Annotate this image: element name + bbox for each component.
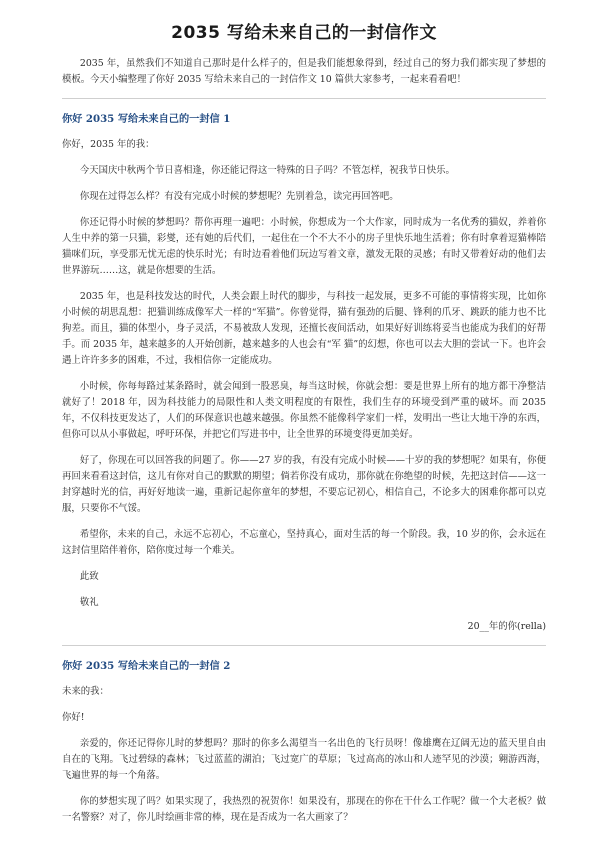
page-title: 2035 写给未来自己的一封信作文 <box>171 23 437 43</box>
section-divider <box>62 645 546 646</box>
letter-2-paragraph: 你的梦想实现了吗？如果实现了，我热烈的祝贺你！如果没有，那现在的你在干什么工作呢？做一个大老板？做一名警察？对了，你儿时绘画非常的棒，现在是否成为一名大画家了？ <box>62 796 546 823</box>
intro-paragraph: 2035 年，虽然我们不知道自己那时是什么样子的，但是我们能想象得到，经过自己的努力我们都实现了梦想的模板。今天小编整理了你好 2035 写给未来自己的一封信作文 10 篇供大家参考，一起来看看吧！ <box>62 58 546 85</box>
letter-1-greeting: 你好，2035 年的我： <box>62 139 155 150</box>
letter-1-paragraph: 2035 年，也是科技发达的时代，人类会跟上时代的脚步，与科技一起发展，更多不可能的事情将实现，比如你小时候的胡思乱想：把猫训练成像军犬一样的“军猫”。你曾觉得，猫有强劲的后腿、锋利的爪牙、跳跃的能力也不比狗差。而且，猫的体型小，身子灵活，不易被敌人发现，还擅长夜间活动，如果好好训练将妥当也能成为我们的好帮手。而 2035 年，越来越多的人开始创新，越来越多的人也会有“军 猫”的幻想，你也可以去大胆的尝试一下。也许会遇上许许多多的困难，不过，我相信你一定能成功。 <box>62 291 546 366</box>
letter-1-heading: 你好 2035 写给未来自己的一封信 1 <box>62 113 231 125</box>
letter-2 <box>62 658 546 826</box>
letter-2-greeting: 未来的我： <box>62 686 109 697</box>
letter-1-closing: 此致 <box>79 571 99 582</box>
letter-1-paragraph: 希望你，未来的自己，永远不忘初心，不忘童心，坚持真心，面对生活的每一个阶段。我，10 岁的你，会永远在这封信里陪伴着你，陪你度过每一个难关。 <box>62 529 546 556</box>
letter-1-paragraph: 你现在过得怎么样？有没有完成小时候的梦想呢？先别着急，读完再回答吧。 <box>79 191 399 202</box>
letter-2-paragraph: 亲爱的，你还记得你儿时的梦想吗？那时的你多么渴望当一名出色的飞行员呀！像雄鹰在辽阔无边的蓝天里自由自在的飞翔。飞过碧绿的森林；飞过蓝蓝的湖泊；飞过宽广的草原；飞过高高的冰山和人迹罕见的沙漠；翱游西海，飞遍世界的每一个角落。 <box>62 738 546 781</box>
letter-1-paragraph: 你还记得小时候的梦想吗？帮你再理一遍吧：小时候，你想成为一个大作家，同时成为一名优秀的猫奴，养着你人生中养的第一只猫，彩燮，还有她的后代们，一起住在一个不大不小的房子里快乐地生活着；你有时拿着逗猫棒陪猫咪们玩，享受那无忧无虑的快乐时光；有时边看着他们玩边写着文章，激发无限的灵感；有时又带着好动的他们去世界游玩……这，就是你想要的生活。 <box>62 217 546 276</box>
section-divider <box>62 98 546 99</box>
letter-1-paragraph: 今天国庆中秋两个节日喜相逢，你还能记得这一特殊的日子吗？不管怎样，祝我节日快乐。 <box>79 165 455 176</box>
letter-1-paragraph: 好了，你现在可以回答我的问题了。你——27 岁的我，有没有完成小时候——十岁的我的梦想呢？如果有，你便再回来看看这封信，这儿有你对自己的默默的期望；倘若你没有成功，那你就在你绝望的时候，先把这封信——这一封穿越时光的信，再好好地读一遍，重新记起你童年的梦想，不要忘记初心，相信自己，不论多大的困难你都可以克服，只要你不气馁。 <box>62 455 546 514</box>
letter-1-signature: 20__年的你(rella) <box>467 621 546 632</box>
letter-1 <box>62 111 546 635</box>
letter-2-heading: 你好 2035 写给未来自己的一封信 2 <box>62 660 231 672</box>
letter-1-paragraph: 小时候，你每每路过某条路时，就会闻到一股恶臭，每当这时候，你就会想：要是世界上所有的地方都干净整洁就好了！2018 年，因为科技能力的局限性和人类文明程度的有限性，我们生存的环境受到严重的破坏。而 2035 年，不仅科技更发达了，人们的环保意识也越来越强。你虽然不能像科学家们一样，发明出一些让大地干净的东西，但你可以从小事做起，呼吁环保，并把它们写进书中，让全世界的环境变得更加美好。 <box>62 381 546 440</box>
letter-1-closing: 敬礼 <box>79 597 99 608</box>
letter-2-hello: 你好! <box>62 712 85 723</box>
